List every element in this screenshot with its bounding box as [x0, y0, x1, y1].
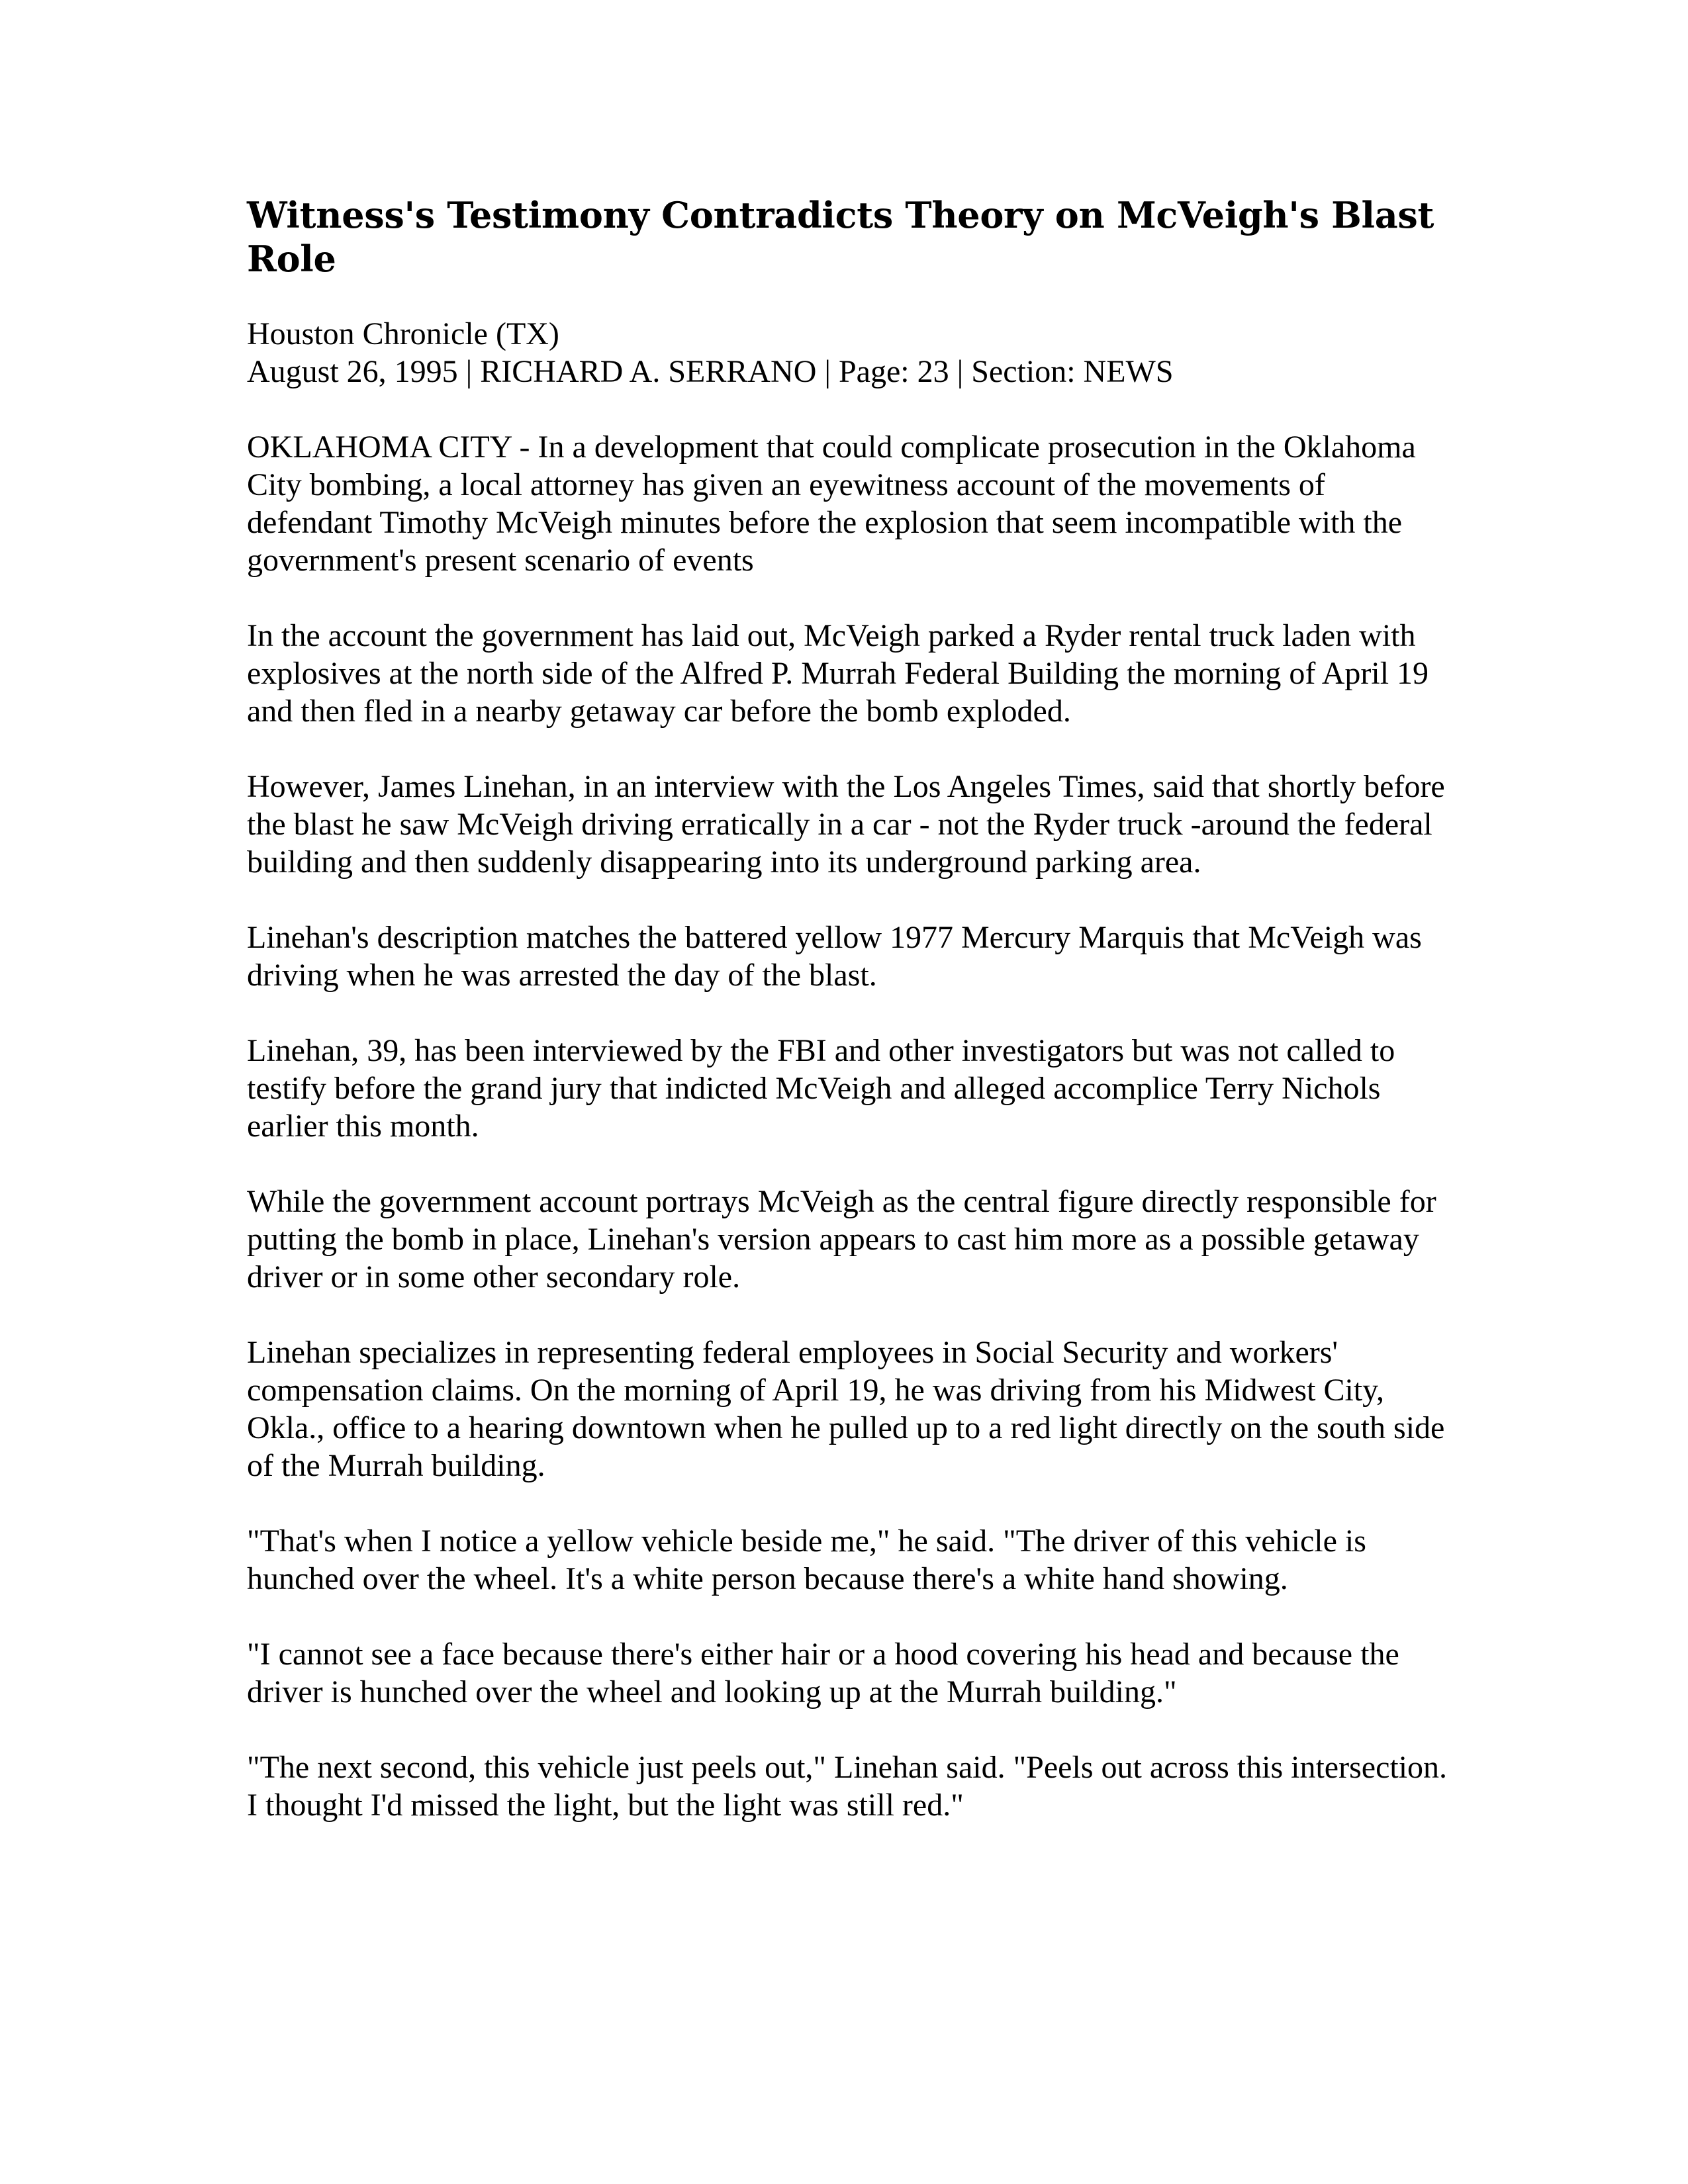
body-paragraph: However, James Linehan, in an interview with the Los Angeles Times, said that shortly before the blast he saw McVeigh driving erratically in a car - not the Ryder truck -around the federal building and then suddenly disappearing into its underground parking area.: [247, 769, 1445, 880]
body-paragraph: While the government account portrays McVeigh as the central figure directly responsible for putting the bomb in place, Linehan's version appears to cast him more as a possible getaway driver or in some other secondary role.: [247, 1184, 1436, 1295]
body-paragraph: Linehan specializes in representing federal employees in Social Security and workers' compensation claims. On the morning of April 19, he was driving from his Midwest City, Okla., office to a hearing downtown when he pulled up to a red light directly on the south side of the Murrah building.: [247, 1335, 1445, 1483]
publication-source: Houston Chronicle (TX): [247, 316, 559, 351]
body-paragraph: "That's when I notice a yellow vehicle beside me," he said. "The driver of this vehicle is hunched over the wheel. It's a white person because there's a white hand showing.: [247, 1524, 1366, 1596]
article-headline: Witness's Testimony Contradicts Theory on McVeigh's Blast Role: [247, 194, 1434, 280]
body-paragraph: OKLAHOMA CITY - In a development that could complicate prosecution in the Oklahoma City bombing, a local attorney has given an eyewitness account of the movements of defendant Timothy McVeigh minutes before the explosion that seem incompatible with the government's present scenario of events: [247, 430, 1416, 578]
article-body: [247, 428, 1458, 1824]
body-paragraph: Linehan, 39, has been interviewed by the FBI and other investigators but was not called to testify before the grand jury that indicted McVeigh and alleged accomplice Terry Nichols earlier this month.: [247, 1033, 1395, 1144]
body-paragraph: Linehan's description matches the battered yellow 1977 Mercury Marquis that McVeigh was driving when he was arrested the day of the blast.: [247, 920, 1422, 993]
body-paragraph: In the account the government has laid out, McVeigh parked a Ryder rental truck laden with explosives at the north side of the Alfred P. Murrah Federal Building the morning of April 19 and then fled in a nearby getaway car before the bomb exploded.: [247, 618, 1429, 729]
body-paragraph: "I cannot see a face because there's either hair or a hood covering his head and because the driver is hunched over the wheel and looking up at the Murrah building.": [247, 1637, 1399, 1709]
body-paragraph: "The next second, this vehicle just peels out," Linehan said. "Peels out across this intersection. I thought I'd missed the light, but the light was still red.": [247, 1750, 1448, 1823]
article-byline: August 26, 1995 | RICHARD A. SERRANO | Page: 23 | Section: NEWS: [247, 354, 1174, 389]
article: [247, 193, 1458, 1862]
article-meta: [247, 315, 1458, 390]
